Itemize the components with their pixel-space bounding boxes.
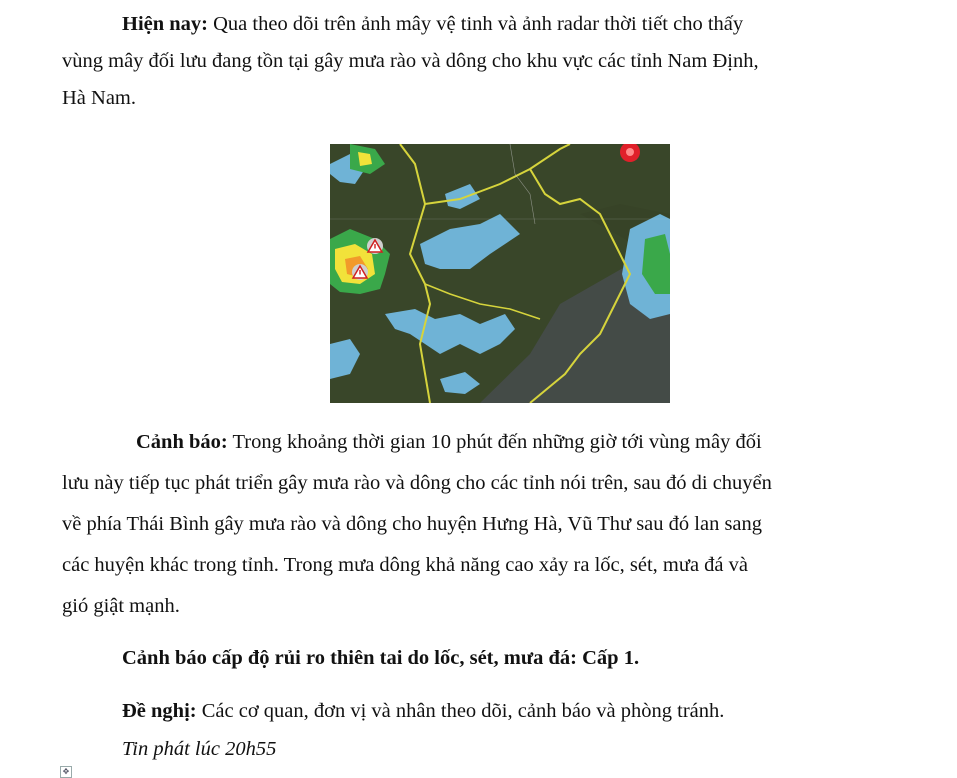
recommendation-text: Các cơ quan, đơn vị và nhân theo dõi, cảnh báo và phòng tránh.: [196, 700, 725, 722]
current-text-line2: vùng mây đối lưu đang tồn tại gây mưa rào và dông cho khu vực các tỉnh Nam Định,: [62, 50, 759, 72]
recommendation-label: Đề nghị:: [122, 700, 197, 722]
recommendation-line: [122, 693, 724, 730]
lightning-warning-icon: [367, 238, 383, 254]
paragraph-current-status: [62, 6, 880, 117]
issued-time: Tin phát lúc 20h55: [122, 738, 277, 760]
current-text-line1: Qua theo dõi trên ảnh mây vệ tinh và ảnh radar thời tiết cho thấy: [208, 13, 744, 35]
current-text-line3: Hà Nam.: [62, 87, 137, 109]
warning-text-line1: Trong khoảng thời gian 10 phút đến những giờ tới vùng mây đối: [227, 431, 762, 453]
warning-text-line4: các huyện khác trong tỉnh. Trong mưa dông khả năng cao xảy ra lốc, sét, mưa đá và: [62, 554, 749, 576]
table-move-handle-icon[interactable]: ✥: [60, 766, 72, 778]
warning-label: Cảnh báo:: [136, 431, 228, 453]
radar-map-svg: [330, 144, 670, 403]
lightning-warning-icon: [352, 264, 368, 280]
radar-satellite-image: [330, 144, 670, 403]
warning-text-line5: gió giật mạnh.: [62, 595, 180, 617]
warning-text-line3: về phía Thái Bình gây mưa rào và dông cho huyện Hưng Hà, Vũ Thư sau đó lan sang: [62, 513, 763, 535]
paragraph-warning: [62, 422, 880, 627]
warning-text-line2: lưu này tiếp tục phát triển gây mưa rào và dông cho các tỉnh nói trên, sau đó di chuyển: [62, 472, 772, 494]
current-label: Hiện nay:: [122, 13, 208, 35]
risk-level-line: Cảnh báo cấp độ rủi ro thiên tai do lốc, sét, mưa đá: Cấp 1.: [122, 647, 640, 669]
